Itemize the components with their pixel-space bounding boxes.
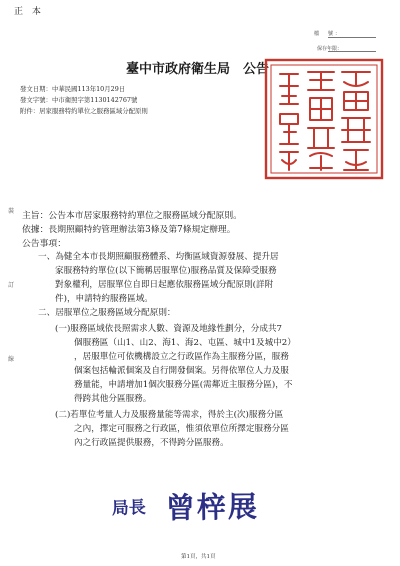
attachment-line: 附件：居家服務特約單位之服務區域分配原則: [20, 107, 148, 115]
subject-basis: 依據：長期照顧特約管理辦法第3條及第7條規定辦理。: [22, 225, 236, 235]
retention-period-label: 保存年限：: [317, 46, 343, 52]
binding-margin-mark-2: 訂: [8, 282, 15, 289]
subitem-1-line-3: ，居服單位可依機構設立之行政區作為主服務分區，服務: [74, 352, 289, 362]
issue-date: 發文日期：中華民國113年10月29日: [20, 85, 126, 93]
binding-margin-mark-1: 裝: [8, 208, 15, 215]
subitem-2-line-3: 內之行政區提供服務，不得跨分區服務。: [74, 438, 229, 448]
subitem-1-line-1: (一)服務區域依長照需求人數、資源及地緣性劃分，分成共7: [55, 324, 283, 334]
archive-number-line: [328, 37, 376, 38]
item-1-line-1: 一、為健全本市長期照顧服務體系、均衡區域資源發展、提升居: [38, 252, 279, 262]
signature-name-text: 曾梓展: [165, 489, 260, 525]
copy-type-label: 正 本: [14, 7, 44, 17]
item-1-line-3: 對象權利，居服單位自即日起應依服務區域分配原則(詳附: [55, 280, 274, 290]
item-2-heading: 二、居服單位之服務區域分配原則：: [38, 308, 176, 318]
seal-script-strokes: [280, 72, 370, 170]
subitem-2-line-2: 之內，擇定可服務之行政區，惟須依單位所擇定服務分區: [74, 424, 289, 434]
document-number: 發文字號：中市衛照字第1130142767號: [20, 96, 138, 104]
item-1-line-2: 家服務特約單位(以下簡稱居服單位)服務品質及保障受服務: [55, 266, 277, 276]
official-seal-stamp: [262, 56, 386, 182]
announcement-items-heading: 公告事項：: [22, 239, 66, 249]
director-signature: [106, 478, 306, 534]
subitem-1-line-4: 個案包括輪派個案及自行開發個案。另得依單位人力及服: [74, 366, 289, 376]
subitem-1-line-5: 務量能，申請增加1個次服務分區(需鄰近主服務分區)，不: [74, 380, 293, 390]
binding-margin-mark-3: 線: [8, 356, 15, 363]
document-title: 臺中市政府衛生局 公告: [126, 62, 270, 77]
subject-main-topic: 主旨：公告本市居家服務特約單位之服務區域分配原則。: [22, 211, 242, 221]
archive-number-label: 檔 號：: [314, 31, 343, 37]
subitem-1-line-6: 得跨其他分區服務。: [74, 394, 152, 404]
subitem-2-line-1: (二)若單位考量人力及服務量能等需求，得於主(次)服務分區: [55, 410, 284, 420]
page-indicator: 第1頁，共1頁: [181, 554, 216, 560]
item-1-line-4: 件)，申請特約服務區域。: [55, 294, 153, 304]
retention-period-line: [328, 51, 376, 52]
subitem-1-line-2: 個服務區（山1、山2、海1、海2、屯區、城中1及城中2）: [74, 338, 296, 348]
signature-title-text: 局長: [111, 497, 147, 519]
